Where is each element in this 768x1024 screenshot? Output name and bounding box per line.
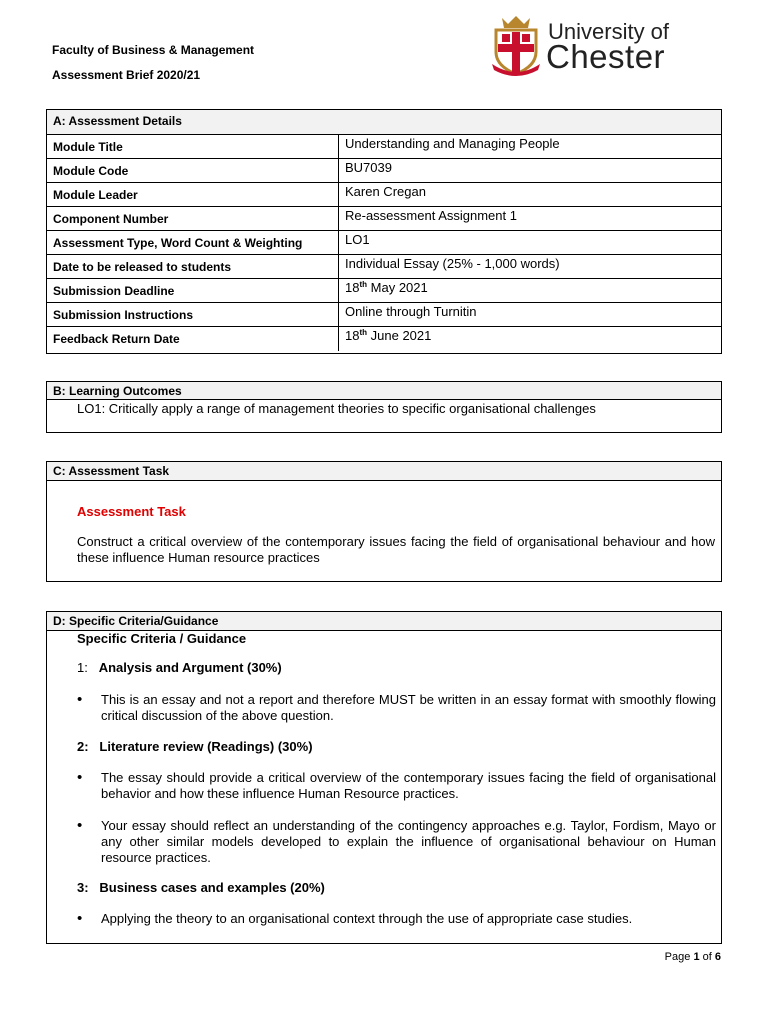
page-label: Page (664, 951, 691, 963)
criterion-2-heading (77, 739, 313, 754)
total-pages: 6 (714, 951, 721, 963)
crest-icon (490, 14, 542, 76)
list-item (71, 770, 716, 802)
row-value: BU7039 (345, 160, 392, 175)
section-c-heading: C: Assessment Task (47, 462, 721, 481)
section-b-heading: B: Learning Outcomes (47, 382, 721, 400)
row-label: Submission Instructions (47, 303, 339, 326)
list-item (71, 911, 716, 927)
date-suffix: th (359, 280, 368, 289)
date-suffix: th (359, 328, 368, 337)
criteria-subtitle: Specific Criteria / Guidance (77, 631, 247, 646)
current-page: 1 (693, 951, 700, 963)
row-value: Karen Cregan (345, 184, 426, 199)
table-row (47, 327, 721, 351)
bullet-icon: • (77, 910, 83, 927)
section-a-heading: A: Assessment Details (47, 110, 721, 135)
row-label: Feedback Return Date (47, 327, 339, 351)
row-value (339, 327, 721, 351)
page-number (665, 951, 721, 963)
row-label: Module Code (47, 159, 339, 182)
task-text: Construct a critical overview of the contemporary issues facing the field of organisational behaviour and how these influence Human resource practices (77, 534, 715, 565)
row-value (339, 279, 721, 302)
date-day: 18 (345, 328, 360, 343)
row-label: Submission Deadline (47, 279, 339, 302)
table-row (47, 183, 721, 207)
logo-line2: Chester (546, 38, 666, 75)
table-row (47, 279, 721, 303)
criterion-number: 2: (77, 739, 89, 754)
table-row (47, 135, 721, 159)
row-label: Component Number (47, 207, 339, 230)
table-row (47, 231, 721, 255)
task-title: Assessment Task (77, 504, 186, 519)
assessment-details-table (46, 109, 722, 354)
row-label: Module Leader (47, 183, 339, 206)
row-label: Assessment Type, Word Count & Weighting (47, 231, 339, 254)
criterion-number: 3: (77, 880, 89, 895)
bullet-icon: • (77, 769, 83, 786)
learning-outcomes-box (46, 381, 722, 433)
table-row (47, 255, 721, 279)
bullet-text: This is an essay and not a report and therefore MUST be written in an essay format with smoothly flowing critical discussion of the above question. (101, 692, 716, 723)
criterion-title: Literature review (Readings) (30%) (99, 739, 313, 754)
bullet-icon: • (77, 817, 83, 834)
table-row (47, 303, 721, 327)
list-item (71, 692, 716, 724)
criterion-title: Business cases and examples (20%) (99, 880, 325, 895)
row-value: LO1 (345, 232, 370, 247)
date-rest: June 2021 (367, 328, 432, 343)
criterion-1-heading (77, 660, 282, 675)
criterion-title: Analysis and Argument (30%) (98, 660, 282, 675)
row-value: Online through Turnitin (345, 304, 477, 319)
criterion-number: 1: (77, 660, 88, 675)
list-item (71, 818, 716, 866)
university-logo (490, 14, 768, 80)
brief-title: Assessment Brief 2020/21 (52, 68, 201, 82)
faculty-title: Faculty of Business & Management (52, 43, 255, 57)
learning-outcome-text: LO1: Critically apply a range of management theories to specific organisational challenges (77, 401, 596, 416)
row-label: Date to be released to students (47, 255, 339, 278)
row-value: Individual Essay (25% - 1,000 words) (345, 256, 560, 271)
bullet-text: The essay should provide a critical overview of the contemporary issues facing the field of organisational behavior and how these influence Human Resource practices. (101, 770, 716, 801)
row-label: Module Title (47, 135, 339, 158)
logo-line1: University of (548, 19, 670, 44)
table-row (47, 159, 721, 183)
page-of: of (702, 951, 712, 963)
criteria-box (46, 611, 722, 944)
row-value: Re-assessment Assignment 1 (345, 208, 517, 223)
row-value: Understanding and Managing People (345, 136, 560, 151)
date-day: 18 (345, 280, 360, 295)
table-row (47, 207, 721, 231)
section-d-heading: D: Specific Criteria/Guidance (47, 612, 721, 631)
date-rest: May 2021 (367, 280, 428, 295)
assessment-task-box (46, 461, 722, 582)
criterion-3-heading (77, 880, 325, 895)
bullet-text: Your essay should reflect an understanding of the contingency approaches e.g. Taylor, Fordism, Mayo or any other similar models developed to explain the influence of organisational behaviour on Human resource practices. (101, 818, 716, 865)
bullet-icon: • (77, 691, 83, 708)
bullet-text: Applying the theory to an organisational context through the use of appropriate case studies. (101, 911, 633, 926)
